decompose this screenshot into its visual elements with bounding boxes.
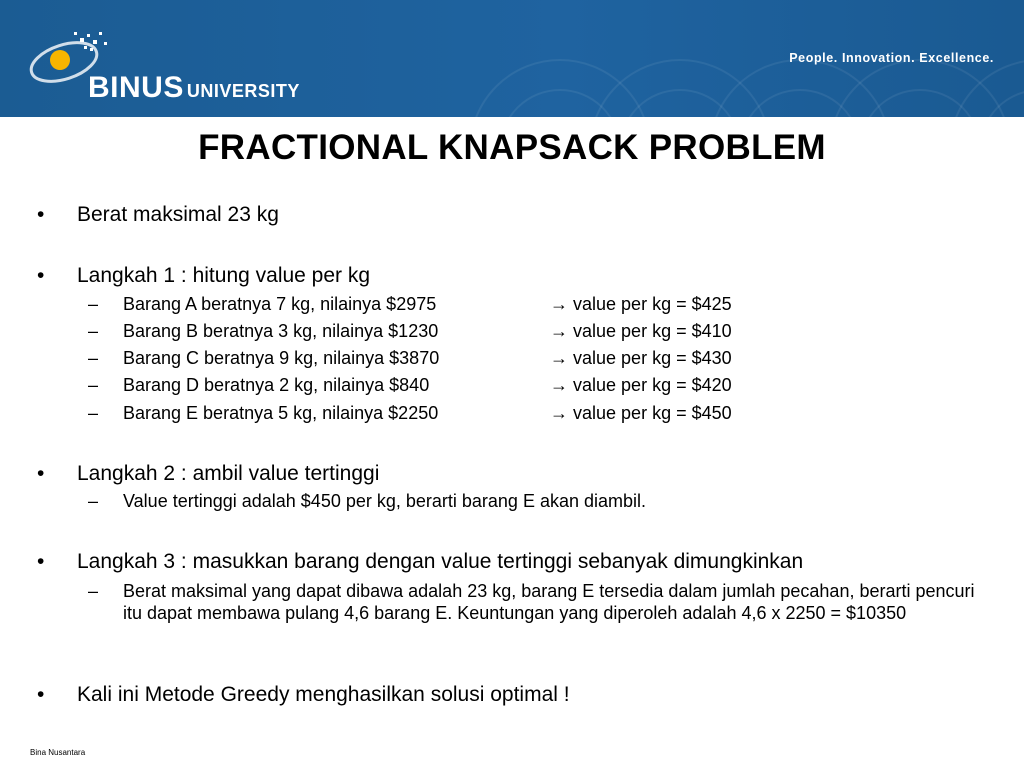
logo-main-text: BINUS: [88, 71, 184, 104]
bullet-text: Langkah 1 : hitung value per kg: [77, 264, 371, 287]
dash-marker: –: [88, 375, 99, 395]
item-value: [550, 347, 732, 369]
binus-logo: [24, 18, 304, 108]
item-value-text: value per kg = $420: [573, 375, 732, 395]
dash-marker: –: [88, 581, 99, 601]
header-banner: [0, 0, 1024, 117]
arrow-icon: →: [550, 321, 568, 341]
bullet-marker: •: [37, 462, 45, 485]
slide-title: FRACTIONAL KNAPSACK PROBLEM: [198, 128, 826, 167]
arrow-icon: →: [550, 375, 568, 395]
bullet-text: Langkah 3 : masukkan barang dengan value tertinggi sebanyak dimungkinkan: [77, 550, 804, 573]
bullet-text: Kali ini Metode Greedy menghasilkan solusi optimal !: [77, 683, 570, 706]
logo-sub-text: UNIVERSITY: [186, 81, 300, 101]
item-value: [550, 374, 732, 396]
item-value-text: value per kg = $450: [573, 403, 732, 423]
item-text: Value tertinggi adalah $450 per kg, berarti barang E akan diambil.: [123, 491, 647, 511]
footer-text: Bina Nusantara: [30, 748, 86, 757]
item-text: Barang E beratnya 5 kg, nilainya $2250: [123, 403, 439, 423]
item-value: [550, 402, 732, 424]
item-value: [550, 320, 732, 342]
tagline: People. Innovation. Excellence.: [789, 51, 994, 65]
logo-wordmark: [88, 71, 300, 105]
dash-marker: –: [88, 348, 99, 368]
item-text: Barang A beratnya 7 kg, nilainya $2975: [123, 294, 437, 314]
bullet-text: Berat maksimal 23 kg: [77, 203, 279, 226]
item-value-text: value per kg = $430: [573, 348, 732, 368]
item-text: Barang C beratnya 9 kg, nilainya $3870: [123, 348, 440, 368]
dash-marker: –: [88, 294, 99, 314]
item-paragraph: Berat maksimal yang dapat dibawa adalah 23 kg, barang E tersedia dalam jumlah pecahan, berarti pencuri itu dapat membawa pulang 4,6 barang E. Keuntungan yang diperoleh adalah 4,6 x 2250 = $10350: [123, 581, 975, 623]
item-text: Barang B beratnya 3 kg, nilainya $1230: [123, 321, 439, 341]
item-value-text: value per kg = $425: [573, 294, 732, 314]
bullet-marker: •: [37, 550, 45, 573]
dash-marker: –: [88, 321, 99, 341]
dash-marker: –: [88, 403, 99, 423]
bullet-marker: •: [37, 203, 45, 226]
arrow-icon: →: [550, 403, 568, 423]
bullet-text: Langkah 2 : ambil value tertinggi: [77, 462, 380, 485]
dash-marker: –: [88, 491, 99, 511]
item-text: Barang D beratnya 2 kg, nilainya $840: [123, 375, 430, 395]
bullet-marker: •: [37, 683, 45, 706]
item-value-text: value per kg = $410: [573, 321, 732, 341]
bullet-marker: •: [37, 264, 45, 287]
arrow-icon: →: [550, 348, 568, 368]
item-value: [550, 293, 732, 315]
arrow-icon: →: [550, 294, 568, 314]
